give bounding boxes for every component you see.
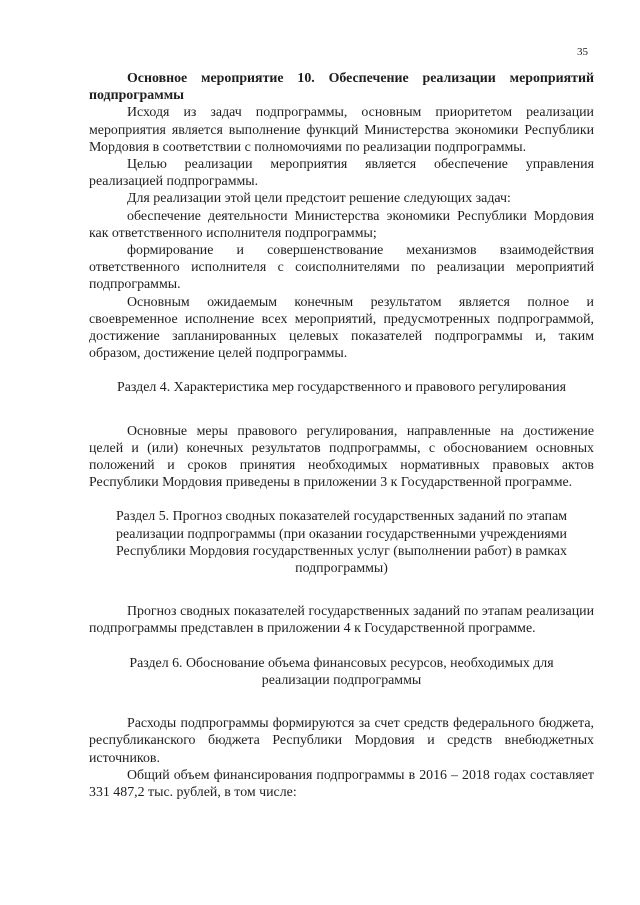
paragraph: Расходы подпрограммы формируются за счет средств федерального бюджета, республиканского бюджета Республики Мордовия и средств внебюджетных источников. [89,716,594,766]
paragraph: Прогноз сводных показателей государственных заданий по этапам реализации подпрограммы представлен в приложении 4 к Государственной программе. [89,604,594,637]
paragraph: Основные меры правового регулирования, направленные на достижение целей и (или) конечных результатов подпрограммы, с обоснованием основных положений и сроков принятия необходимых нормативных правовых актов Республики Мордовия приведены в приложении 3 к Государственной программе. [89,423,594,491]
document-body [89,70,594,801]
paragraph: Основным ожидаемым конечным результатом является полное и своевременное исполнение всех мероприятий, предусмотренных подпрограммой, достижение запланированных целевых показателей подпрограммы и, таким образом, достижение целей подпрограммы. [89,294,594,362]
section-4-heading: Раздел 4. Характеристика мер государственного и правового регулирования [117,380,566,396]
page-number: 35 [577,46,588,58]
paragraph: Общий объем финансирования подпрограммы в 2016 – 2018 годах составляет 331 487,2 тыс. рублей, в том числе: [89,767,594,800]
paragraph: Для реализации этой цели предстоит решение следующих задач: [127,191,511,207]
paragraph: формирование и совершенствование механизмов взаимодействия ответственного исполнителя с соисполнителями по реализации мероприятий подпрограммы. [89,243,594,293]
paragraph: Целью реализации мероприятия является обеспечение управления реализацией подпрограммы. [89,157,594,190]
paragraph: обеспечение деятельности Министерства экономики Республики Мордовия как ответственного исполнителя подпрограммы; [89,208,594,241]
measure-10-heading: Основное мероприятие 10. Обеспечение реализации мероприятий подпрограммы [89,71,594,104]
section-6-heading: Раздел 6. Обоснование объема финансовых ресурсов, необходимых для реализации подпрограммы [129,655,554,688]
section-5-heading: Раздел 5. Прогноз сводных показателей государственных заданий по этапам реализации подпрограммы (при оказании государственными учреждениями Республики Мордовия государственных услуг (выполнении работ) в рамках подпрограммы) [115,509,568,577]
paragraph: Исходя из задач подпрограммы, основным приоритетом реализации мероприятия является выполнение функций Министерства экономики Республики Мордовия в соответствии с полномочиями по реализации подпрограммы. [89,105,594,155]
